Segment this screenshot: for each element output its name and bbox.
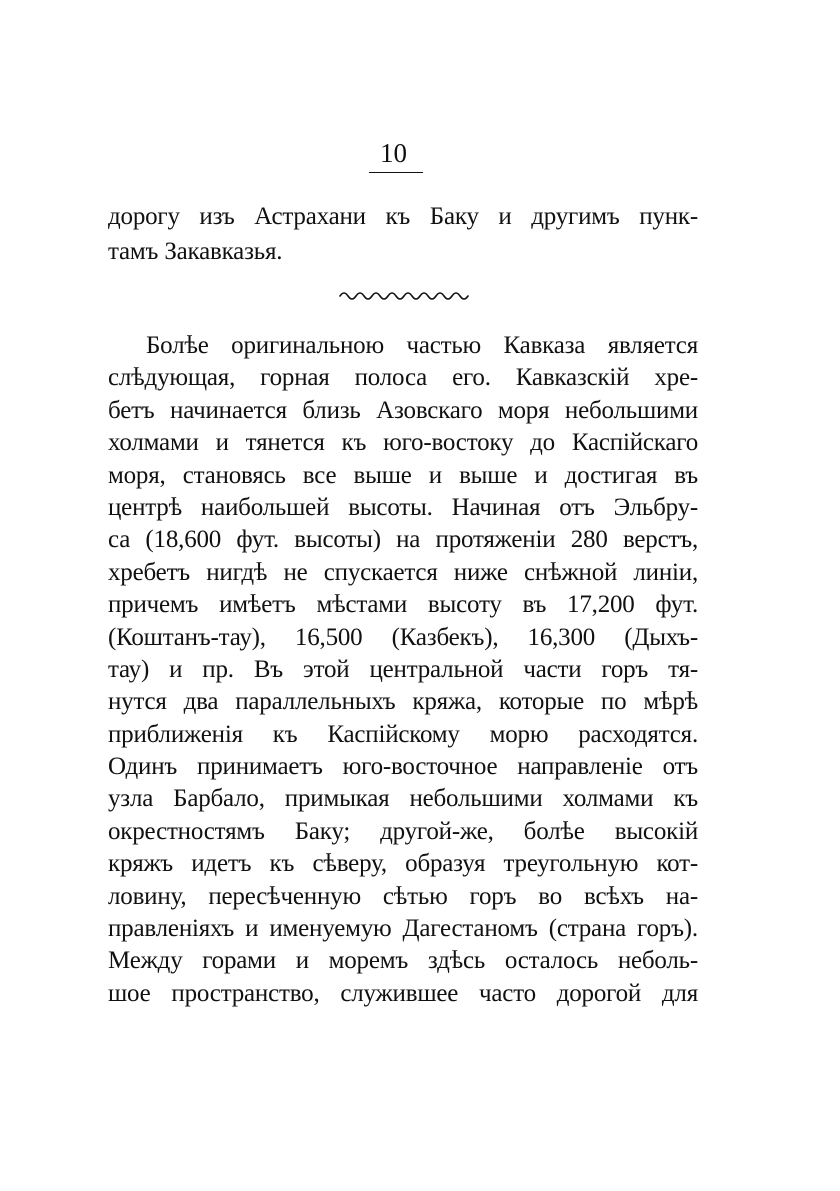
text-line: бетъ начинается близь Азовскаго моря небольшими	[108, 396, 698, 424]
text-line: тамъ Закавказья.	[108, 237, 283, 265]
text-line: тау) и пр. Въ этой центральной части горъ тя-	[108, 655, 698, 683]
wavy-divider-icon	[338, 286, 472, 302]
text-line: слѣдующая, горная полоса его. Кавказскiй хре-	[108, 364, 698, 392]
text-line: моря, становясь все выше и выше и достигая въ	[108, 461, 698, 489]
text-line: (Коштанъ-тау), 16,500 (Казбекъ), 16,300 (Дыхъ-	[108, 623, 698, 651]
text-line: Болѣе оригинальною частью Кавказа является	[146, 332, 698, 359]
text-line: центрѣ наибольшей высоты. Начиная отъ Эльбру-	[108, 493, 698, 521]
page-number: 10	[380, 138, 407, 168]
text-line: кряжъ идетъ къ сѣверу, образуя треугольную кот-	[108, 850, 698, 878]
text-line: правленiяхъ и именуемую Дагестаномъ (страна горъ).	[108, 915, 698, 943]
text-line: Между горами и моремъ здѣсь осталось неболь-	[108, 947, 698, 975]
text-line: дорогу изъ Астрахани къ Баку и другимъ пунк-	[108, 203, 698, 230]
text-line: приближенiя къ Каспiйскому морю расходятся.	[108, 720, 698, 748]
text-line: узла Барбало, примыкая небольшими холмами къ	[108, 785, 698, 813]
text-line: шое пространство, служившее часто дорогой для	[108, 979, 698, 1007]
text-line: ловину, пересѣченную сѣтью горъ во всѣхъ на-	[108, 882, 698, 910]
text-line: окрестностямъ Баку; другой-же, болѣе высокiй	[108, 817, 698, 845]
text-line: причемъ имѣетъ мѣстами высоту въ 17,200 фут.	[108, 591, 698, 619]
text-line: хребетъ нигдѣ не спускается ниже снѣжной линiи,	[108, 558, 698, 586]
text-line: са (18,600 фут. высоты) на протяженiи 280 верстъ,	[108, 526, 698, 554]
intro-paragraph	[108, 200, 698, 269]
text-line: нутся два параллельныхъ кряжа, которые по мѣрѣ	[108, 688, 698, 716]
text-line: Одинъ принимаетъ юго-восточное направленiе отъ	[108, 753, 698, 781]
page-number-underline	[369, 172, 423, 173]
text-line: холмами и тянется къ юго-востоку до Каспiйскаго	[108, 429, 698, 457]
main-paragraph	[108, 330, 698, 1010]
